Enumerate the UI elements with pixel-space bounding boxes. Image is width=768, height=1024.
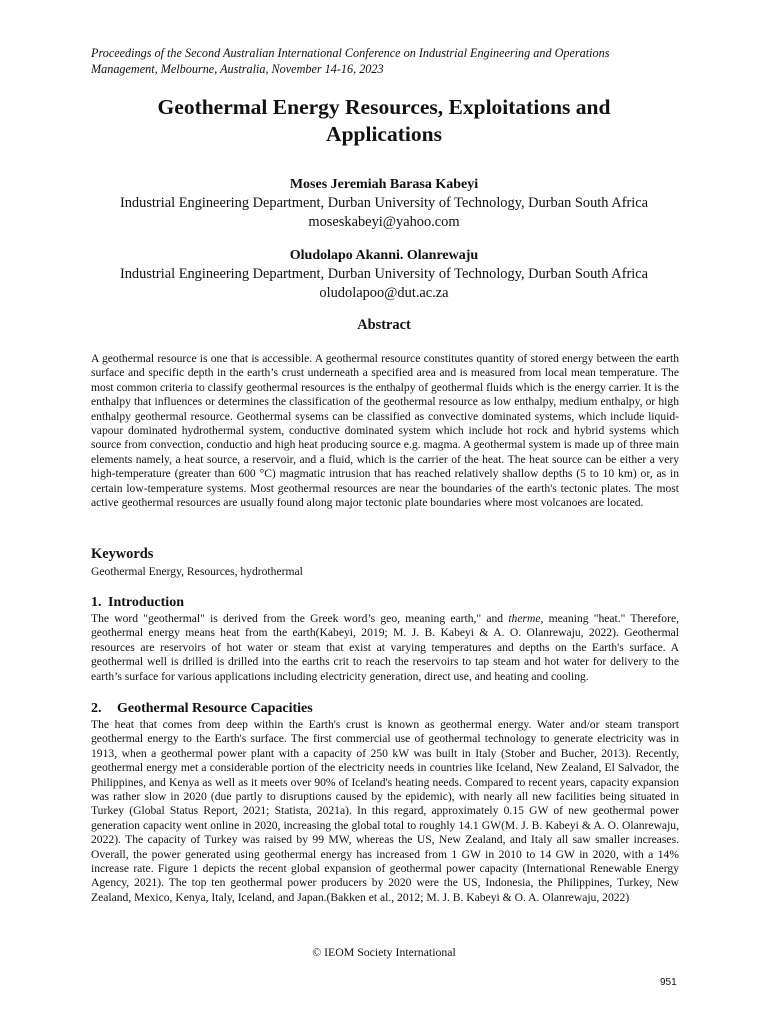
capacities-text: The heat that comes from deep within the Earth's crust is known as geothermal energy. Water and/or steam transport geothermal energy to the Earth's surface. The first commercial use of geothermal technology to generate electricity was in 1913, when a geothermal power plant with a capacity of 250 kW was built in Italy (Stober and Bucher, 2013). Recently, geothermal energy met a considerable portion of the electricity needs in countries like Iceland, New Zealand, El Salvador, the Philippines, and Kenya as well as it meets over 90% of Iceland's heating needs. Compared to recent years, capacity expansion was rather slow in 2020 (due partly to disruptions caused by the epidemic), with nearly all new facilities being situated in Turkey (Global Status Report, 2021; Statista, 2021a). In this regard, approximately 0.15 GW of new geothermal power generation capacity went online in 2020, increasing the global total to roughly 14.1 GW(M. J. B. Kabeyi & A. O. Olanrewaju, 2022). The capacity of Turkey was raised by 99 MW, whereas the US, New Zealand, and Italy all saw smaller increases. Overall, the power generated using geothermal energy has increased from 1 GW in 2010 to 14 GW in 2020, with a 14% increase rate. Figure 1 depicts the recent global expansion of geothermal power capacity (International Renewable Energy Agency, 2021). The top ten geothermal power producers by 2020 were the US, Indonesia, the Philippines, Turkey, New Zealand, Mexico, Kenya, Italy, Iceland, and Japan.(Bakken et al., 2012; M. J. B. Kabeyi & O. A. Olanrewaju, 2022) bbox=[91, 718, 679, 904]
section-number: 2. bbox=[91, 701, 102, 716]
author-affiliation: Industrial Engineering Department, Durban University of Technology, Durban South Africa bbox=[119, 195, 649, 211]
keywords-heading: Keywords bbox=[91, 546, 154, 562]
proceedings-line-2: Management, Melbourne, Australia, November 14-16, 2023 bbox=[91, 62, 384, 76]
author-email: moseskabeyi@yahoo.com bbox=[308, 214, 460, 230]
copyright-footer: © IEOM Society International bbox=[312, 945, 456, 959]
author-email: oludolapoo@dut.ac.za bbox=[319, 285, 449, 301]
author-name: Moses Jeremiah Barasa Kabeyi bbox=[289, 177, 479, 192]
proceedings-header bbox=[91, 45, 691, 77]
author-1 bbox=[60, 175, 708, 232]
title-line-2: Applications bbox=[326, 122, 442, 146]
intro-text-part-2: meaning "heat." Therefore, geothermal energy means heat from the earth(Kabeyi, 2019; M. J. B. Kabeyi & A. O. Olanrewaju, 2022). Geothermal resources are reservoirs of hot water or steam that exist at varying temperatures and depths on the Earth's surface. A geothermal well is drilled is drilled into the earths crit to reach the reservoirs to tap steam and hot water for delivery to the earth’s surface for various applications including electricity generation, direct use, and heating and cooling. bbox=[91, 612, 679, 683]
section-number: 1. bbox=[91, 595, 102, 610]
introduction-text bbox=[91, 612, 679, 684]
abstract-text: A geothermal resource is one that is accessible. A geothermal resource constitutes quantity of stored energy between the earth surface and specific depth in the earth’s crust underneath a specified area and is measured from local mean temperature. The most common criteria to classify geothermal resources is the enthalpy of geothermal fluids which is the energy carrier. It is the enthalpy that influences or determines the classification of the geothermal resource as low enthalpy, medium enthalpy, or high enthalpy geothermal resource. Geothermal sysems can be classified as convective dominated systems, which include liquid-vapour dominated hydrothermal system, conductive dominated system which include hot rock and hybrid systems which source from convection, conductio and high heat producing source e.g. magma. A geothermal system is made up of three main elements namely, a heat source, a reservoir, and a fluid, which is the carrier of the heat. The heat source can be either a very high-temperature (greater than 600 °C) magmatic intrusion that has reached relatively shallow depths (5 to 10 km) or, as in certain low-temperature systems. Most geothermal resources are near the boundaries of the earth's tectonic plates. The most active geothermal resources are usually found along major tectonic plate boundaries where most volcanoes are located. bbox=[91, 352, 679, 510]
author-name: Oludolapo Akanni. Olanrewaju bbox=[289, 248, 479, 263]
author-2 bbox=[60, 246, 708, 303]
section-title: Geothermal Resource Capacities bbox=[117, 701, 313, 716]
proceedings-line-1: Proceedings of the Second Australian International Conference on Industrial Engineering and Operations bbox=[91, 46, 610, 60]
intro-text-part-1: The word "geothermal" is derived from the Greek word’s geo, meaning earth," and bbox=[91, 612, 509, 625]
paper-title bbox=[84, 94, 684, 148]
abstract-heading: Abstract bbox=[357, 317, 411, 333]
page-number: 951 bbox=[660, 977, 677, 988]
section-heading-capacities bbox=[91, 701, 313, 717]
intro-italic-term: therme, bbox=[508, 612, 544, 625]
keywords-text: Geothermal Energy, Resources, hydrothermal bbox=[91, 565, 303, 578]
title-line-1: Geothermal Energy Resources, Exploitations and bbox=[157, 95, 611, 119]
section-title: Introduction bbox=[108, 595, 184, 610]
author-affiliation: Industrial Engineering Department, Durban University of Technology, Durban South Africa bbox=[119, 266, 649, 282]
section-heading-introduction bbox=[91, 595, 184, 611]
